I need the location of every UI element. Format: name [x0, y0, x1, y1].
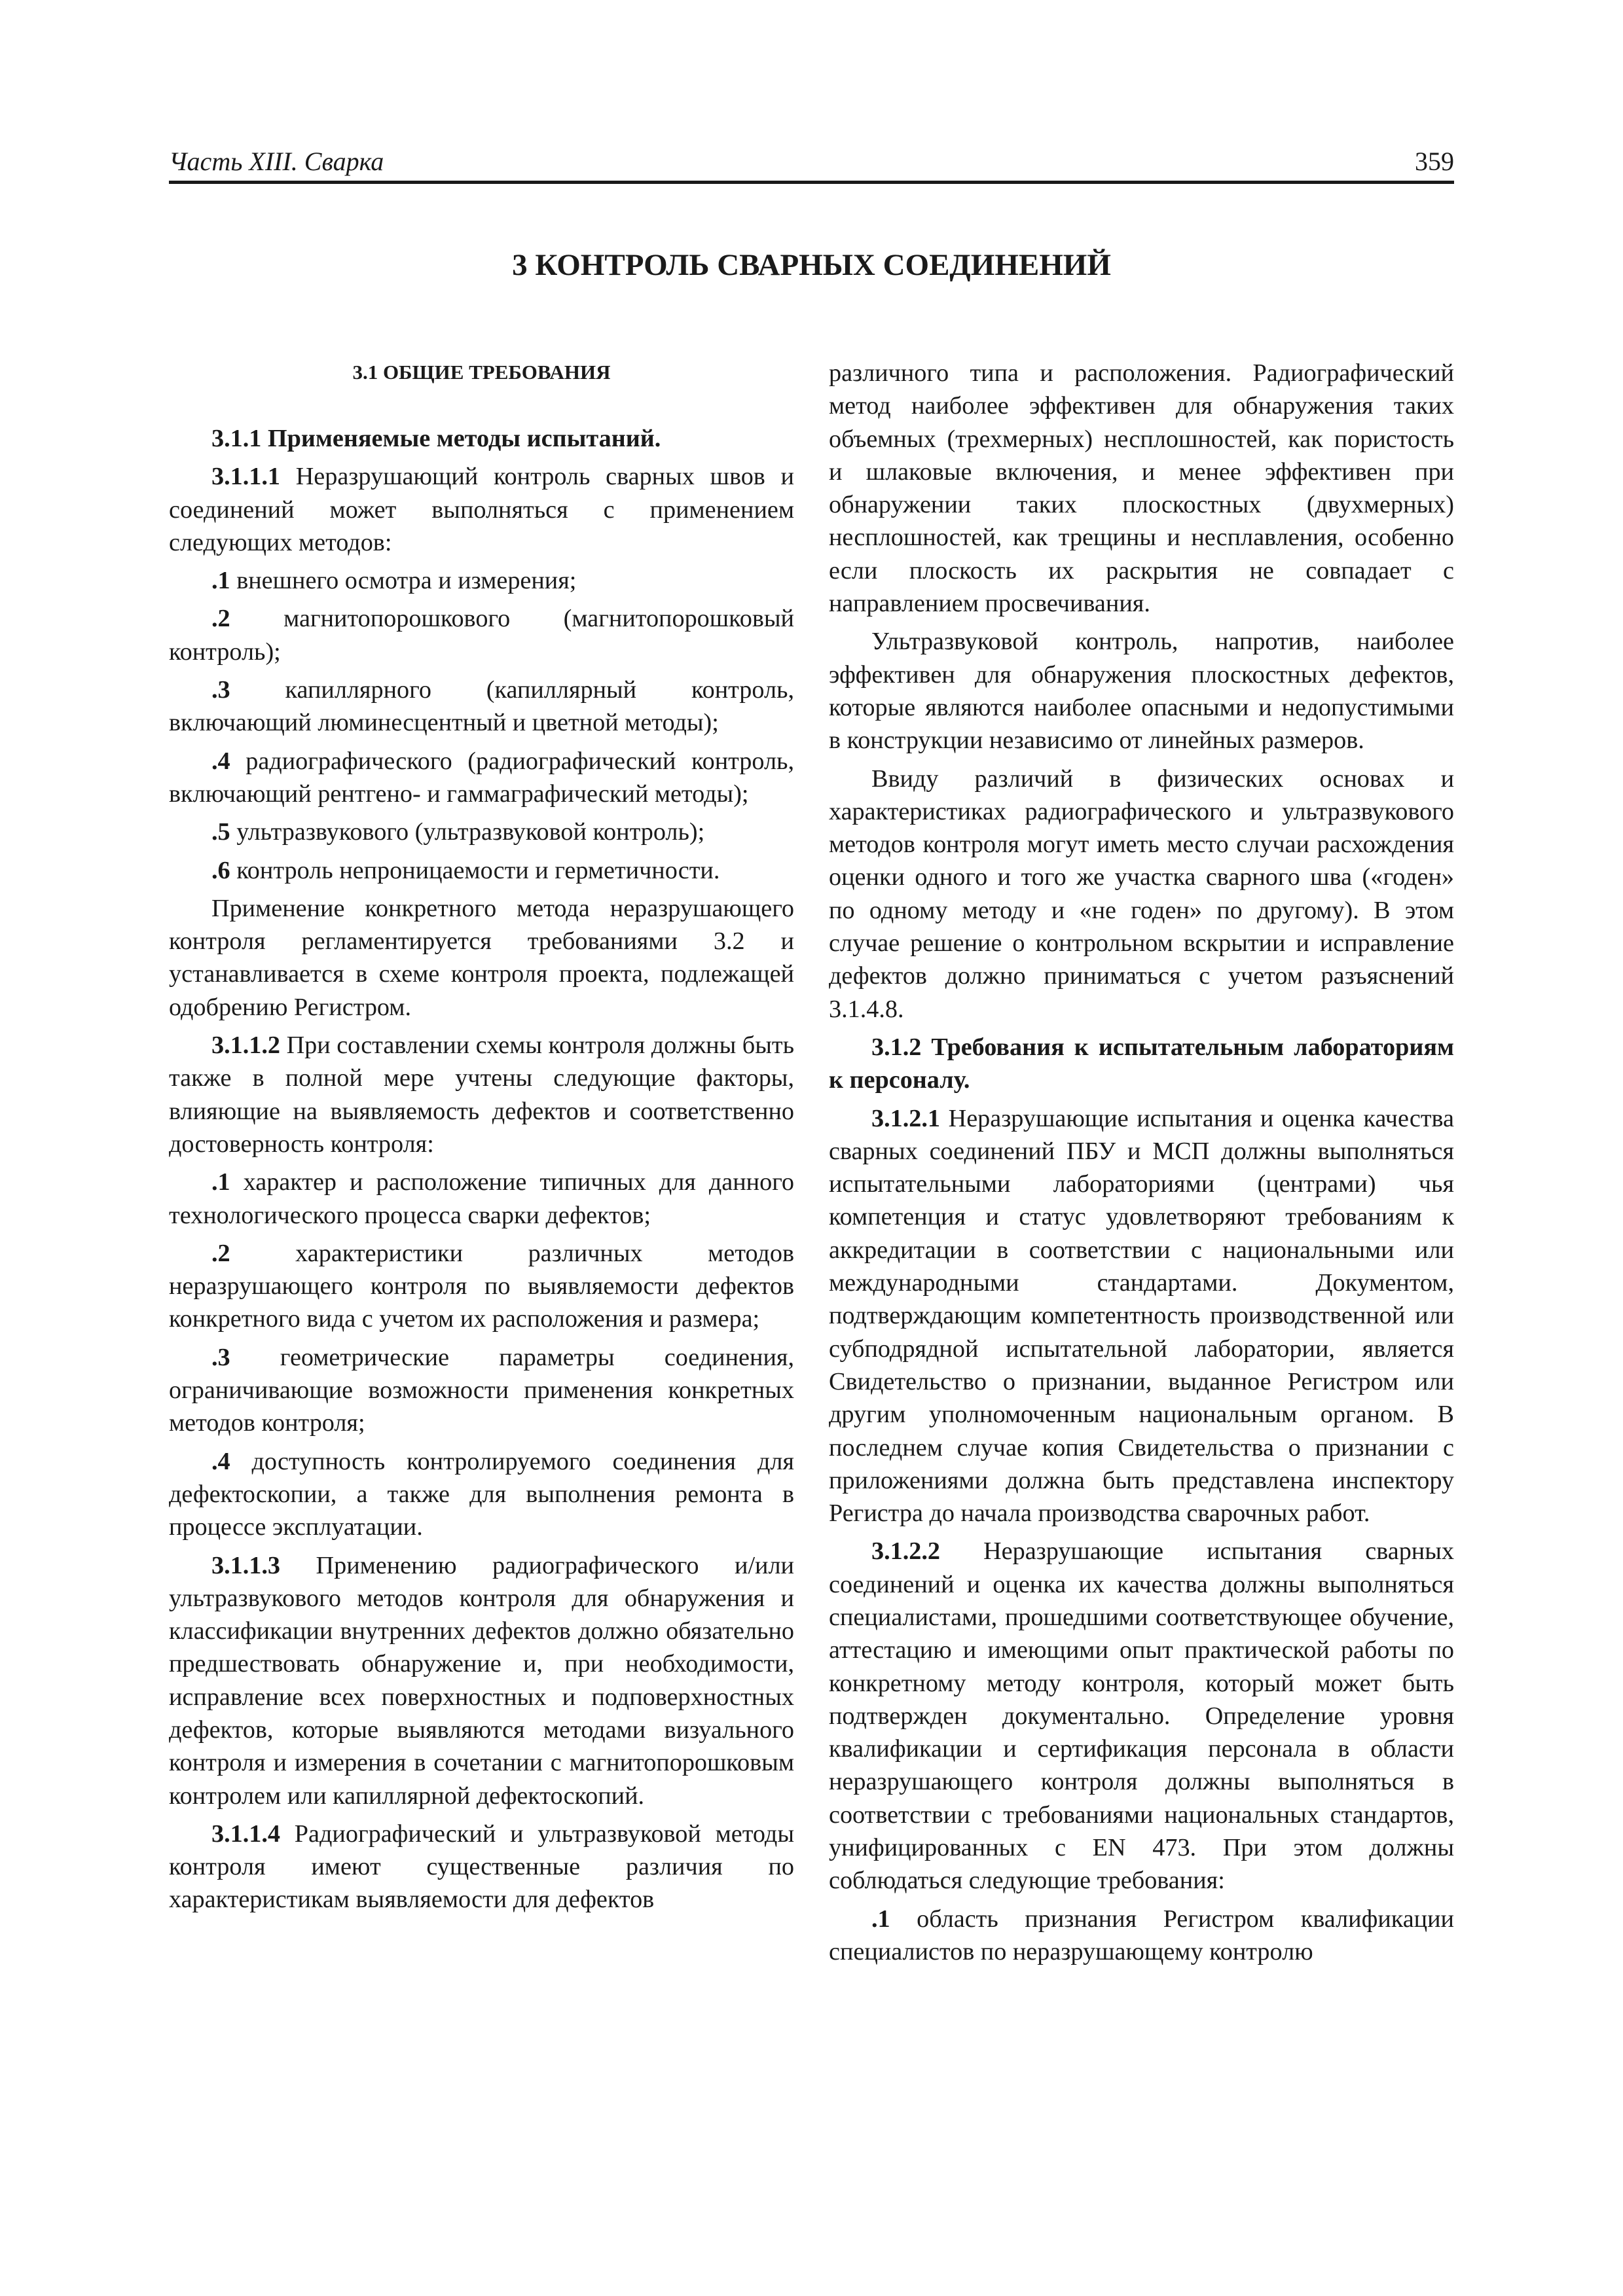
paragraph-text: геометрические параметры соединения, ограничивающие возможности применения конкретных методов контроля; [169, 1343, 794, 1437]
section-title: 3.1 ОБЩИЕ ТРЕБОВАНИЯ [352, 361, 611, 384]
paragraph [169, 1549, 794, 1812]
paragraph [169, 854, 794, 887]
paragraph-number: 3.1.1.4 [211, 1820, 281, 1848]
header-rule [169, 181, 1454, 184]
paragraph-text: Радиографический и ультразвуковой методы контроля имеют существенные различия по характеристикам выявляемости для дефектов [169, 1820, 794, 1914]
paragraph-text: доступность контролируемого соединения для дефектоскопии, а также для выполнения ремонта в процессе эксплуатации. [169, 1447, 794, 1541]
paragraph [169, 1818, 794, 1916]
paragraph [829, 1031, 1454, 1097]
paragraph-number: 3.1.1.2 [211, 1031, 281, 1060]
paragraph [169, 816, 794, 848]
paragraph [829, 1903, 1454, 1969]
paragraph-number: .1 [871, 1905, 890, 1933]
paragraph [169, 1341, 794, 1440]
paragraph-number: 3.1.1.1 [211, 463, 281, 491]
paragraph [169, 1237, 794, 1336]
paragraph-number: .1 [211, 1168, 230, 1196]
paragraph-number: .3 [211, 676, 230, 704]
paragraph-number: .2 [211, 1239, 230, 1267]
paragraph-text: магнитопорошкового (магнитопорошковый контроль); [169, 605, 794, 666]
page-header [169, 145, 1454, 178]
paragraph [169, 1445, 794, 1544]
paragraph-number: 3.1.1.3 [211, 1551, 281, 1579]
paragraph-number: .6 [211, 856, 230, 884]
paragraph [169, 602, 794, 668]
paragraph-text: Неразрушающие испытания сварных соединений и оценка их качества должны выполняться специалистами, прошедшими соответствующее обучение, аттестацию и имеющими опыт практической работы по конкретному методу контроля, который может быть подтвержден документально. Определение уровня квалификации и сертификация персонала в области неразрушающего контроля должны выполняться в соответствии с требованиями национальных стандартов, унифицированных с EN 473. При этом должны соблюдаться следующие требования: [829, 1537, 1454, 1895]
paragraph-text: область признания Регистром квалификации специалистов по неразрушающему контролю [829, 1905, 1454, 1965]
paragraph-text: радиографического (радиографический контроль, включающий рентгено- и гаммаграфический методы); [169, 747, 794, 808]
paragraph-text: характеристики различных методов неразрушающего контроля по выявляемости дефектов конкретного вида с учетом их расположения и размера; [169, 1239, 794, 1333]
paragraph-text: Ультразвуковой контроль, напротив, наиболее эффективен для обнаружения плоскостных дефектов, которые являются наиболее опасными и недопустимыми в конструкции независимо от линейных размеров. [829, 628, 1454, 755]
paragraph [829, 762, 1454, 1026]
paragraph-number: 3.1.2.1 [871, 1104, 941, 1132]
paragraph-text: контроль непроницаемости и герметичности. [230, 856, 720, 884]
chapter-title: 3 КОНТРОЛЬ СВАРНЫХ СОЕДИНЕНИЙ [512, 248, 1111, 282]
paragraph [169, 1029, 794, 1160]
paragraph [169, 892, 794, 1024]
running-head: Часть XIII. Сварка [169, 147, 384, 176]
paragraph [829, 625, 1454, 757]
paragraph-text: характер и расположение типичных для данного технологического процесса сварки дефектов; [169, 1168, 794, 1229]
paragraph-number: 3.1.2 Требования к испытательным лабораториям к персоналу. [829, 1033, 1454, 1094]
paragraph-text: При составлении схемы контроля должны быть также в полной мере учтены следующие факторы, влияющие на выявляемость дефектов и соответственно достоверность контроля: [169, 1031, 795, 1158]
paragraph-text: Ввиду различий в физических основах и характеристиках радиографического и ультразвукового методов контроля могут иметь место случаи расхождения оценки одного и того же участка сварного шва («годен» по одному методу и «не годен» по другому). В этом случае решение о контрольном вскрытии и исправление дефектов должно приниматься с учетом разъяснений 3.1.4.8. [829, 764, 1454, 1023]
paragraph-number: .4 [211, 747, 230, 775]
paragraph-number: .2 [211, 605, 230, 633]
paragraph-text: Неразрушающий контроль сварных швов и соединений может выполняться с применением следующих методов: [169, 463, 794, 556]
paragraph [169, 673, 794, 740]
paragraph-text: Неразрушающие испытания и оценка качества сварных соединений ПБУ и МСП должны выполняться испытательными лабораториями (центрами) чья компетенция и статус удовлетворяют требованиям к аккредитации в соответствии с национальными или международными стандартами. Документом, подтверждающим компетентность производственной или субподрядной испытательной лаборатории, является Свидетельство о признании, выданное Регистром или другим уполномоченным национальным органом. В последнем случае копия Свидетельства о признании с приложениями должна быть представлена инспектору Регистра до начала производства сварочных работ. [829, 1104, 1454, 1528]
paragraph-text: различного типа и расположения. Радиографический метод наиболее эффективен для обнаружения таких объемных (трехмерных) несплошностей, как пористость и шлаковые включения, и менее эффективен при обнаружении таких плоскостных (двухмерных) несплошностей, как трещины и несплавления, особенно если плоскость их раскрытия не совпадает с направлением просвечивания. [829, 359, 1454, 618]
paragraph-text: ультразвукового (ультразвуковой контроль); [230, 818, 705, 846]
paragraph-number: .1 [211, 567, 230, 595]
paragraph [169, 460, 794, 559]
paragraph-text: внешнего осмотра и измерения; [230, 567, 577, 595]
paragraph-text: капиллярного (капиллярный контроль, включающий люминесцентный и цветной методы); [169, 676, 794, 737]
paragraph-number: .3 [211, 1343, 230, 1371]
paragraph [169, 1166, 794, 1232]
paragraph-text: Применение конкретного метода неразрушающего контроля регламентируется требованиями 3.2 и устанавливается в схеме контроля проекта, подлежащей одобрению Регистром. [169, 894, 794, 1021]
paragraph [829, 357, 1454, 620]
paragraph-text: Применению радиографического и/или ультразвукового методов контроля для обнаружения и классификации внутренних дефектов должно обязательно предшествовать обнаружение и, при необходимости, исправление всех поверхностных и подповерхностных дефектов, которые выявляются методами визуального контроля и измерения в сочетании с магнитопорошковым контролем или капиллярной дефектоскопий. [169, 1551, 794, 1810]
paragraph [169, 564, 794, 597]
paragraph [829, 1535, 1454, 1897]
page-number: 359 [1415, 147, 1454, 176]
paragraph-number: .5 [211, 818, 230, 846]
paragraph-number: 3.1.1 Применяемые методы испытаний. [211, 425, 661, 452]
paragraph [169, 422, 794, 455]
paragraph-number: 3.1.2.2 [871, 1537, 941, 1566]
right-column [829, 357, 1454, 1973]
paragraph [829, 1102, 1454, 1530]
paragraph-number: .4 [211, 1447, 230, 1475]
paragraph [169, 745, 794, 811]
left-column [169, 357, 794, 1922]
